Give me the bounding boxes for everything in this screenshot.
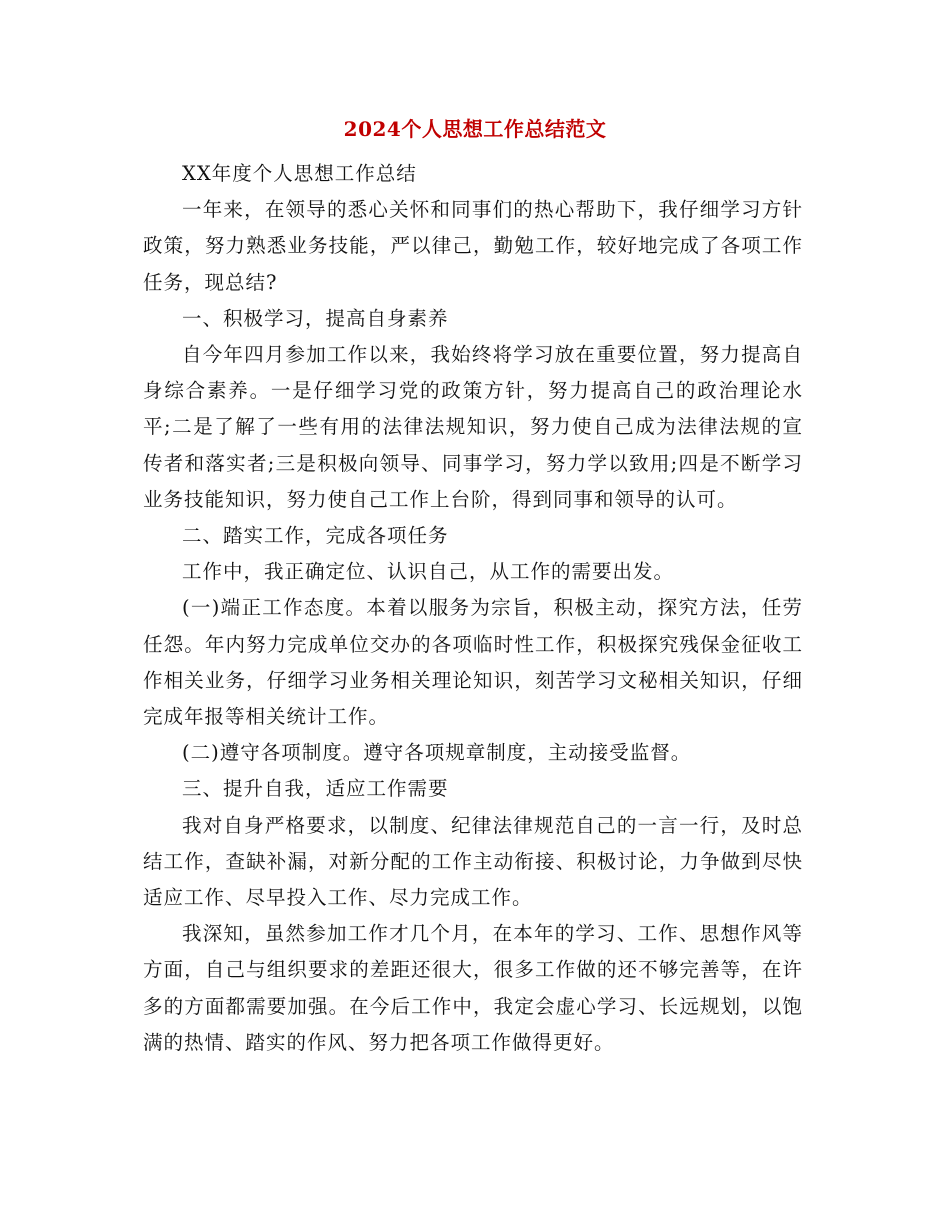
document-body [143,156,803,1061]
paragraph-subtitle: XX年度个人思想工作总结 [182,162,417,185]
paragraph-section-2-item-1: (一)端正工作态度。本着以服务为宗旨，积极主动，探究方法，任劳任怨。年内努力完成单位交办的各项临时性工作，积极探究残保金征收工作相关业务，仔细学习业务相关理论知识，刻苦学习文秘相关知识，仔细完成年报等相关统计工作。 [143,596,803,729]
document-title: 2024个人思想工作总结范文 [343,117,607,141]
paragraph-section-1: 自今年四月参加工作以来，我始终将学习放在重要位置，努力提高自身综合素养。一是仔细学习党的政策方针，努力提高自己的政治理论水平;二是了解了一些有用的法律法规知识，努力使自己成为法律法规的宣传者和落实者;三是积极向领导、同事学习，努力学以致用;四是不断学习业务技能知识，努力使自己工作上台阶，得到同事和领导的认可。 [143,343,803,511]
paragraph-conclusion: 我深知，虽然参加工作才几个月，在本年的学习、工作、思想作风等方面，自己与组织要求的差距还很大，很多工作做的还不够完善等，在许多的方面都需要加强。在今后工作中，我定会虚心学习、长远规划，以饱满的热情、踏实的作风、努力把各项工作做得更好。 [143,922,803,1054]
section-heading-3: 三、提升自我，适应工作需要 [182,777,449,801]
section-heading-1: 一、积极学习，提高自身素养 [182,306,449,330]
paragraph-section-3: 我对自身严格要求，以制度、纪律法律规范自己的一言一行，及时总结工作，查缺补漏，对新分配的工作主动衔接、积极讨论，力争做到尽快适应工作、尽早投入工作、尽力完成工作。 [143,813,803,910]
section-heading-2: 二、踏实工作，完成各项任务 [182,524,449,548]
paragraph-section-2-item-2: (二)遵守各项制度。遵守各项规章制度，主动接受监督。 [182,741,692,765]
paragraph-section-2-intro: 工作中，我正确定位、认识自己，从工作的需要出发。 [182,560,675,584]
paragraph-intro: 一年来，在领导的悉心关怀和同事们的热心帮助下，我仔细学习方针政策，努力熟悉业务技能，严以律己，勤勉工作，较好地完成了各项工作任务，现总结? [143,198,803,294]
